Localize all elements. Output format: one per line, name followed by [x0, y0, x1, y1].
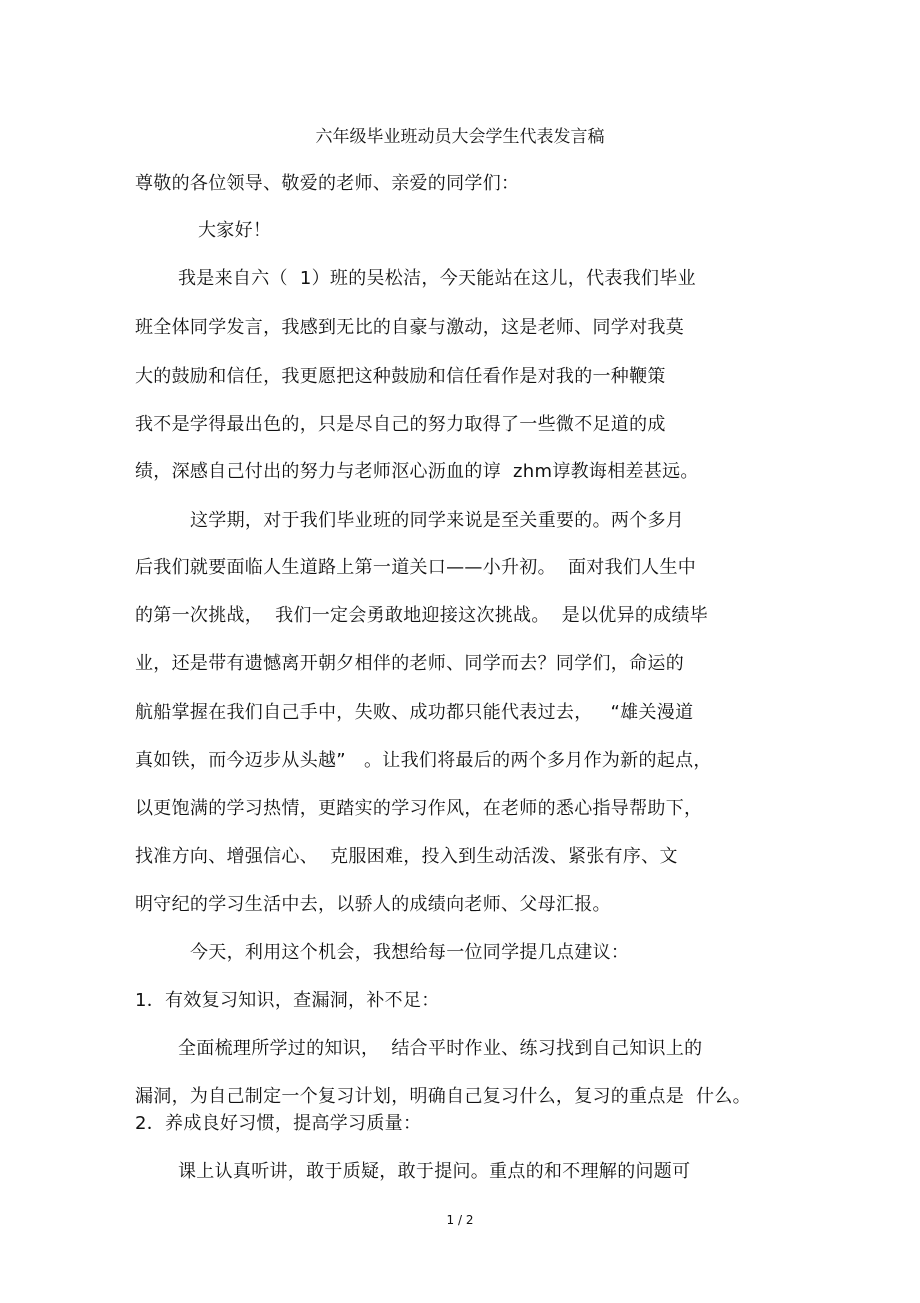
paragraph-line: 漏洞，为自己制定一个复习计划，明确自己复习什么，复习的重点是 什么。: [135, 1086, 751, 1107]
paragraph-line: 全面梳理所学过的知识， 结合平时作业、练习找到自己知识上的: [178, 1038, 703, 1059]
paragraph-line: 这学期，对于我们毕业班的同学来说是至关重要的。两个多月: [190, 510, 685, 531]
paragraph-line: 的第一次挑战， 我们一定会勇敢地迎接这次挑战。 是以优异的成绩毕: [135, 605, 709, 626]
numbered-heading: 2．养成良好习惯，提高学习质量：: [135, 1113, 422, 1134]
paragraph-line: 明守纪的学习生活中去，以骄人的成绩向老师、父母汇报。: [135, 894, 611, 915]
document-title: 六年级毕业班动员大会学生代表发言稿: [315, 127, 605, 147]
page-number: 1 / 2: [446, 1213, 474, 1227]
paragraph-line: 绩，深感自己付出的努力与老师沤心沥血的谆 zhm谆教诲相差甚远。: [135, 461, 699, 482]
paragraph-line: 业，还是带有遗憾离开朝夕相伴的老师、同学而去？同学们，命运的: [135, 653, 684, 674]
paragraph-line: 课上认真听讲，敢于质疑，敢于提问。重点的和不理解的问题可: [178, 1161, 691, 1182]
paragraph-line: 班全体同学发言，我感到无比的自豪与激动，这是老师、同学对我莫: [135, 317, 684, 338]
paragraph-line: 真如铁，而今迈步从头越” 。让我们将最后的两个多月作为新的起点，: [135, 750, 712, 771]
greeting: 大家好！: [198, 220, 272, 241]
numbered-heading: 1．有效复习知识，查漏洞，补不足：: [135, 990, 440, 1011]
paragraph-line: 今天，利用这个机会，我想给每一位同学提几点建议：: [190, 942, 630, 963]
paragraph-line: 以更饱满的学习热情，更踏实的学习作风，在老师的悉心指导帮助下，: [135, 798, 703, 819]
paragraph-line: 我是来自六（ 1）班的吴松洁，今天能站在这儿，代表我们毕业: [178, 268, 696, 289]
salutation: 尊敬的各位领导、敬爱的老师、亲爱的同学们：: [135, 173, 520, 194]
paragraph-line: 航船掌握在我们自己手中，失败、成功都只能代表过去， “雄关漫道: [135, 702, 694, 723]
paragraph-line: 找准方向、增强信心、 克服困难，投入到生动活泼、紧张有序、文: [135, 846, 678, 867]
paragraph-line: 我不是学得最出色的，只是尽自己的努力取得了一些微不足道的成: [135, 414, 666, 435]
paragraph-line: 大的鼓励和信任，我更愿把这种鼓励和信任看作是对我的一种鞭策: [135, 366, 666, 387]
paragraph-line: 后我们就要面临人生道路上第一道关口——小升初。 面对我们人生中: [135, 557, 697, 578]
